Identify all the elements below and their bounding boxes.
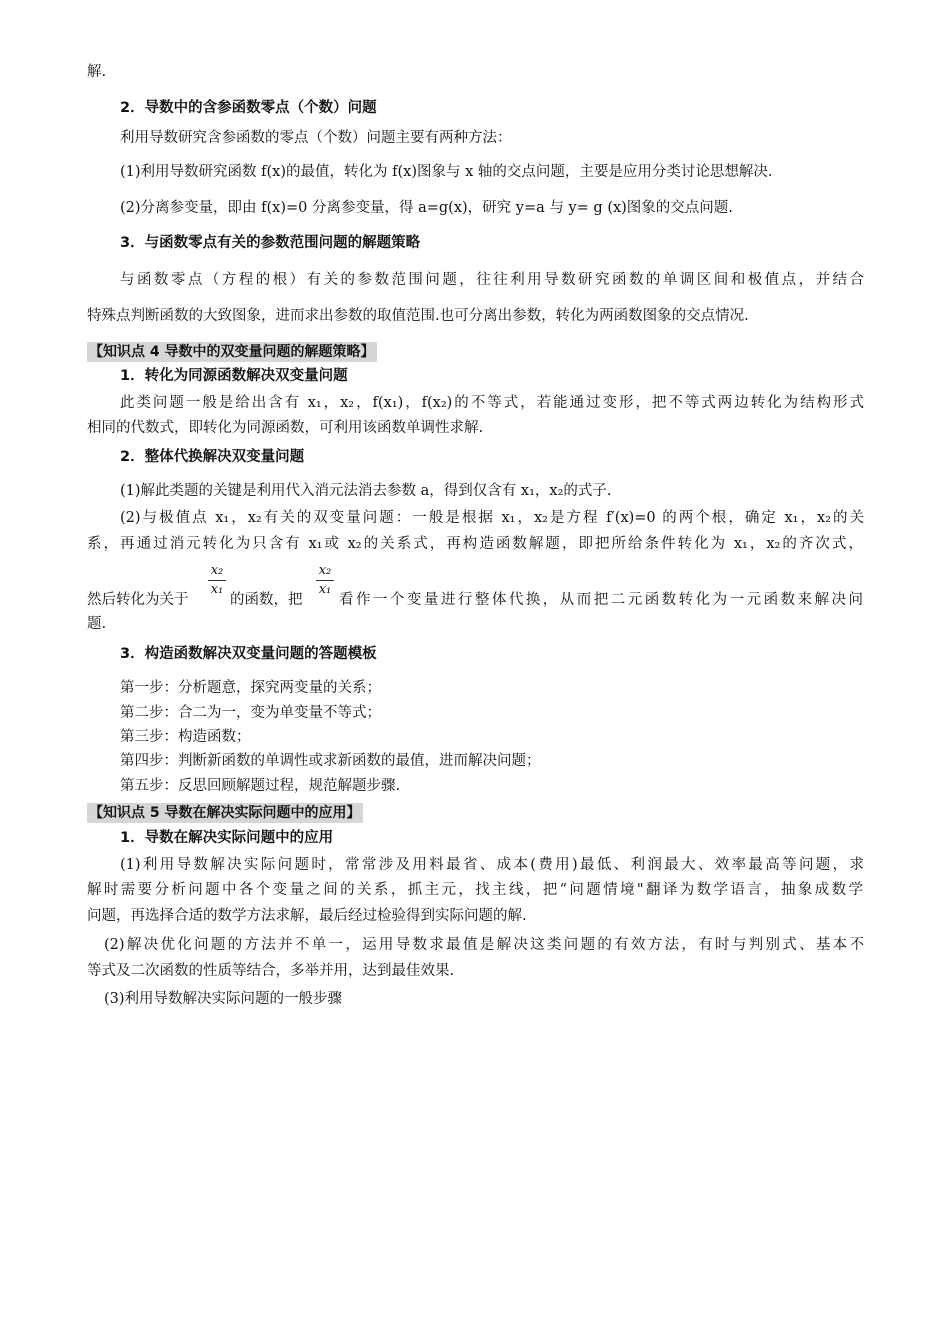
text-line: (1)利用导数研究函数 f(x)的最值，转化为 f(x)图象与 x 轴的交点问题，主要是应用分类讨论思想解决. (120, 164, 773, 180)
text-line: (1)解此类题的关键是利用代入消元法消去参数 a，得到仅含有 x₁，x₂的式子. (120, 483, 612, 499)
section-heading: 3．与函数零点有关的参数范围问题的解题策略 (120, 235, 421, 251)
section-heading: 3．构造函数解决双变量问题的答题模板 (120, 646, 377, 662)
section-heading: 2．导数中的含参函数零点（个数）问题 (120, 100, 377, 116)
step-line: 第二步：合二为一，变为单变量不等式； (120, 705, 381, 721)
text-line: (3)利用导数解决实际问题的一般步骤 (104, 991, 343, 1007)
text-line: 的函数，把 (230, 592, 303, 608)
text-line: 特殊点判断函数的大致图象，进而求出参数的取值范围.也可分离出参数，转化为两函数图象的交点情况. (87, 308, 749, 324)
step-line: 第五步：反思回顾解题过程，规范解题步骤. (120, 778, 401, 794)
text-line: 题. (87, 616, 107, 632)
text-line: 此类问题一般是给出含有 x₁，x₂，f(x₁)，f(x₂)的不等式，若能通过变形，把不等式两边转化为结构形式 (120, 395, 864, 411)
text-line: 系，再通过消元转化为只含有 x₁或 x₂的关系式，再构造函数解题，即把所给条件转化为 x₁，x₂的齐次式， (87, 536, 863, 552)
text-line: 等式及二次函数的性质等结合，多举并用，达到最佳效果. (87, 963, 455, 979)
fraction-denominator: x₁ (318, 582, 332, 597)
text-line: 相同的代数式，即转化为同源函数，可利用该函数单调性求解. (87, 420, 484, 436)
fraction-x2-over-x1 (206, 562, 228, 599)
section-heading: 1．导数在解决实际问题中的应用 (120, 830, 334, 846)
knowledge-point-header-5: 【知识点 5 导数在解决实际问题中的应用】 (89, 805, 361, 821)
section-heading: 1．转化为同源函数解决双变量问题 (120, 368, 348, 384)
text-line: 解. (87, 64, 107, 80)
step-line: 第四步：判断新函数的单调性或求新函数的最值，进而解决问题； (120, 753, 541, 769)
text-line: 然后转化为关于 (87, 592, 189, 608)
text-line: 问题，再选择合适的数学方法求解，最后经过检验得到实际问题的解. (87, 908, 527, 924)
text-line: 利用导数研究含参函数的零点（个数）问题主要有两种方法： (120, 130, 512, 146)
knowledge-point-header-4: 【知识点 4 导数中的双变量问题的解题策略】 (89, 344, 375, 360)
text-line: (1)利用导数解决实际问题时，常常涉及用料最省、成本(费用)最低、利润最大、效率最高等问题，求 (120, 857, 864, 873)
fraction-numerator: x₂ (210, 563, 224, 578)
text-line: 看作一个变量进行整体代换，从而把二元函数转化为一元函数来解决问 (339, 592, 863, 608)
fraction-x2-over-x1 (314, 562, 336, 599)
text-line: (2)分离参变量，即由 f(x)=0 分离参变量，得 a=g(x)，研究 y=a 与 y= g (x)图象的交点问题. (120, 200, 733, 216)
fraction-denominator: x₁ (210, 582, 224, 597)
section-heading: 2．整体代换解决双变量问题 (120, 449, 305, 465)
text-line: (2)与极值点 x₁，x₂有关的双变量问题：一般是根据 x₁，x₂是方程 f′(x)=0 的两个根，确定 x₁，x₂的关 (120, 510, 864, 526)
step-line: 第一步：分析题意，探究两变量的关系； (120, 680, 381, 696)
text-line: 与函数零点（方程的根）有关的参数范围问题，往往利用导数研究函数的单调区间和极值点，并结合 (120, 272, 864, 288)
step-line: 第三步：构造函数； (120, 729, 251, 745)
text-line: 解时需要分析问题中各个变量之间的关系，抓主元，找主线，把“问题情境"翻译为数学语言，抽象成数学 (87, 882, 863, 898)
fraction-numerator: x₂ (318, 563, 332, 578)
text-line: (2)解决优化问题的方法并不单一，运用导数求最值是解决这类问题的有效方法，有时与判别式、基本不 (104, 937, 864, 953)
